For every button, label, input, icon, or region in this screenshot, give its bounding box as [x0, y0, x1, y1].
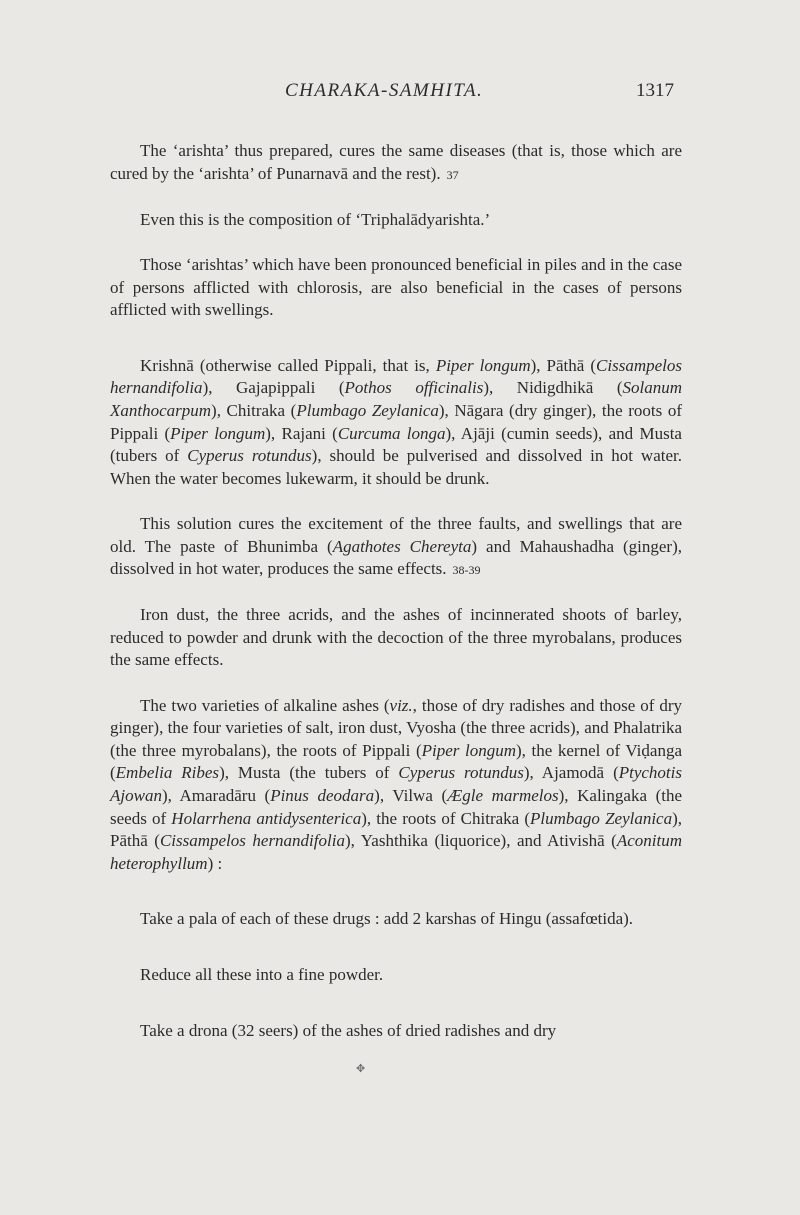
text-run: ), Musta (the tubers of [219, 763, 399, 783]
italic-text: Cissampelos hernandifolia [110, 355, 682, 398]
text-run: Even this is the composition of ‘Triphalādyarishta.’ [140, 209, 491, 229]
paragraph [110, 355, 682, 491]
text-run: Take a pala of each of these drugs : add 2 karshas of Hingu (assafœtida). [140, 909, 634, 929]
text-run: , those of dry radishes and those of dry ginger), the four varieties of salt, iron dust, Vyosha (the three acrids), and Phalatrika (the three myrobalans), the roots of Pippali ( [110, 695, 682, 760]
text-run: The two varieties of alkaline ashes ( [140, 695, 390, 715]
italic-text: Cyperus rotundus [398, 763, 524, 783]
text-run: ), Nāgara (dry ginger), the roots of Pippali ( [110, 400, 682, 443]
paragraph [110, 908, 682, 931]
verse-number: 37 [446, 167, 459, 182]
text-run: ), Kalingaka (the seeds of [110, 786, 682, 828]
text-run: ), the kernel of Viḍanga ( [110, 740, 682, 783]
paragraph [110, 1020, 682, 1043]
paragraph [110, 695, 682, 876]
page-number: 1317 [636, 80, 674, 101]
italic-text: Plumbago Zeylanica [296, 400, 439, 420]
paragraph [110, 254, 682, 322]
italic-text: Ægle marmelos [447, 786, 559, 806]
text-run: Reduce all these into a fine powder. [140, 965, 384, 984]
italic-text: Cyperus rotundus [187, 446, 312, 466]
italic-text: Agathotes Chereyta [332, 536, 472, 556]
italic-text: Embelia Ribes [115, 763, 220, 783]
text-run: ), Pāthā ( [110, 808, 683, 851]
italic-text: Cissampelos hernandifolia [159, 831, 345, 851]
text-run: ), Gajapippali ( [202, 378, 345, 398]
italic-text: Curcuma longa [337, 423, 446, 443]
italic-text: viz. [389, 695, 413, 715]
italic-text: Plumbago Zeylanica [530, 808, 673, 828]
running-header [0, 80, 800, 110]
text-run: ) : [207, 853, 223, 873]
text-run: ), Nidigdhikā ( [483, 378, 623, 398]
text-run: The ‘arishta’ thus prepared, cures the same diseases (that is, those which are cured by the ‘arishta’ of Punarnavā and the rest). [110, 141, 682, 183]
text-run: Those ‘arishtas’ which have been pronounced beneficial in piles and in the case of persons afflicted with chlorosis, are also beneficial in the cases of persons afflicted with swellings. [110, 254, 682, 320]
running-title: CHARAKA-SAMHITA. [285, 80, 484, 101]
italic-text: Pinus deodara [270, 786, 375, 806]
text-run: ), Yashthika (liquorice), and Ativishā ( [344, 831, 617, 851]
text-run: ), Rajani ( [265, 423, 338, 443]
paragraph [110, 604, 682, 672]
paragraph [110, 513, 682, 582]
verse-number: 38-39 [452, 563, 481, 578]
text-run: ), Chitraka ( [211, 400, 297, 420]
italic-text: Solanum Xanthocarpum [110, 378, 682, 420]
text-run: ), Ajamodā ( [523, 763, 619, 783]
paragraph [110, 140, 682, 186]
text-run: ), should be pulverised and dissolved in hot water. When the water becomes lukewarm, it should be drunk. [110, 446, 682, 488]
italic-text: Piper longum [435, 355, 531, 375]
italic-text: Holarrhena antidysenterica [171, 808, 362, 828]
paragraph [110, 964, 682, 987]
body-text [110, 140, 682, 1065]
text-run: Iron dust, the three acrids, and the ashes of incinnerated shoots of barley, reduced to powder and drunk with the decoction of the three myrobalans, produces the same effects. [110, 605, 682, 670]
text-run: Take a drona (32 seers) of the ashes of dried radishes and dry [140, 1020, 557, 1040]
text-run: ), the roots of Chitraka ( [361, 808, 531, 828]
text-run: ), Pāthā ( [530, 355, 597, 375]
paragraph [110, 209, 682, 232]
text-run: ), Amaradāru ( [161, 786, 271, 806]
text-run: ), Vilwa ( [374, 786, 448, 806]
italic-text: Piper longum [421, 740, 516, 760]
text-run: Krishnā (otherwise called Pippali, that is, [140, 355, 436, 375]
italic-text: Aconitum heterophyllum [110, 831, 682, 873]
printer-mark-icon: ✥ [356, 1063, 366, 1075]
italic-text: Piper longum [170, 423, 266, 443]
italic-text: Ptychotis Ajowan [110, 763, 682, 806]
italic-text: Pothos officinalis [344, 378, 484, 398]
text-run: ), Ajāji (cumin seeds), and Musta (tubers of [110, 423, 682, 466]
text-run: ) and Mahaushadha (ginger), dissolved in hot water, produces the same effects. [110, 536, 682, 579]
text-run: This solution cures the excitement of the three faults, and swellings that are old. The paste of Bhunimba ( [110, 513, 682, 556]
